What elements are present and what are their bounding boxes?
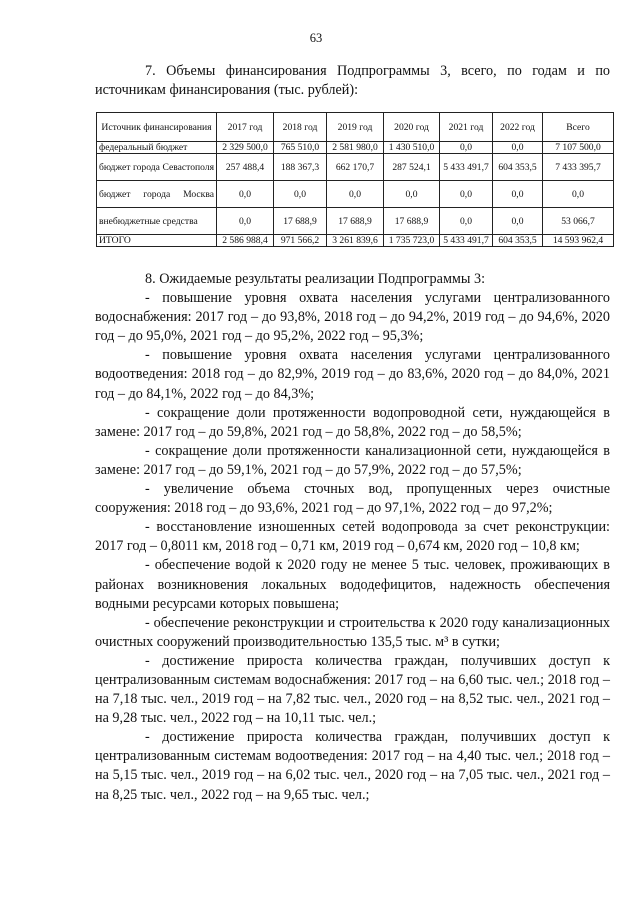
table-cell: 188 367,3 — [274, 154, 327, 181]
table-cell-source: бюджет города Москва — [97, 181, 217, 208]
table-cell: 971 566,2 — [274, 235, 327, 247]
section-7 — [95, 62, 610, 100]
table-row — [97, 208, 614, 235]
result-item: - повышение уровня охвата населения услугами централизованного водоотведения: 2018 год – до 82,9%, 2019 год – до 83,6%, 2020 год – до 84,0%, 2021 год – до 84,1%, 2022 год – до 84,3%; — [95, 347, 610, 402]
table-cell-source: внебюджетные средства — [97, 208, 217, 235]
table-cell: 287 524,1 — [384, 154, 440, 181]
section-7-text: 7. Объемы финансирования Подпрограммы 3, всего, по годам и по источникам финансирования (тыс. рублей): — [95, 63, 610, 98]
table-row — [97, 181, 614, 208]
section-8-heading: 8. Ожидаемые результаты реализации Подпрограммы 3: — [145, 271, 486, 287]
result-item: - обеспечение водой к 2020 году не менее 5 тыс. человек, проживающих в районах возникновения локальных вододефицитов, надежность обеспечения водными ресурсами которых повышена; — [95, 557, 610, 612]
table-cell: 0,0 — [217, 181, 274, 208]
table-header-cell: 2021 год — [440, 113, 493, 142]
table-cell: 53 066,7 — [543, 208, 614, 235]
table-header-cell: Источник финансирования — [97, 113, 217, 142]
table-cell: 2 581 980,0 — [327, 142, 384, 154]
table-cell: 765 510,0 — [274, 142, 327, 154]
financing-table — [96, 112, 614, 247]
table-cell: 604 353,5 — [493, 154, 543, 181]
table-header-row — [97, 113, 614, 142]
table-header-cell: 2019 год — [327, 113, 384, 142]
table-cell: 3 261 839,6 — [327, 235, 384, 247]
table-cell: 2 329 500,0 — [217, 142, 274, 154]
result-item: - обеспечение реконструкции и строительства к 2020 году канализационных очистных сооружений производительностью 135,5 тыс. м³ в сутки; — [95, 614, 610, 650]
table-cell: 0,0 — [274, 181, 327, 208]
table-cell: 0,0 — [440, 208, 493, 235]
section-8 — [95, 270, 610, 805]
table-cell: 1 735 723,0 — [384, 235, 440, 247]
table-header-cell: 2020 год — [384, 113, 440, 142]
table-cell: 0,0 — [493, 181, 543, 208]
table-row — [97, 142, 614, 154]
table-cell: 0,0 — [493, 208, 543, 235]
table-cell: 0,0 — [493, 142, 543, 154]
table-header-cell: 2018 год — [274, 113, 327, 142]
table-cell-source: бюджет города Севастополя — [97, 154, 217, 181]
table-cell: 0,0 — [440, 142, 493, 154]
table-row — [97, 154, 614, 181]
table-cell-source: ИТОГО — [97, 235, 217, 247]
table-header-cell: 2017 год — [217, 113, 274, 142]
table-cell: 604 353,5 — [493, 235, 543, 247]
table-cell: 14 593 962,4 — [543, 235, 614, 247]
table-cell: 17 688,9 — [274, 208, 327, 235]
result-item: - увеличение объема сточных вод, пропущенных через очистные сооружения: 2018 год – до 93,6%, 2021 год – до 97,1%, 2022 год – до 97,2%; — [95, 481, 610, 517]
table-cell: 7 433 395,7 — [543, 154, 614, 181]
table-header-cell: Всего — [543, 113, 614, 142]
table-cell: 0,0 — [543, 181, 614, 208]
table-cell: 2 586 988,4 — [217, 235, 274, 247]
table-cell: 5 433 491,7 — [440, 154, 493, 181]
table-cell: 0,0 — [327, 181, 384, 208]
result-item: - достижение прироста количества граждан, получивших доступ к централизованным системам водоснабжения: 2017 год – на 6,60 тыс. чел.; 2018 год – на 7,18 тыс. чел., 2019 год – на 7,82 тыс. чел., 2020 год – на 8,52 тыс. чел., 2021 год – на 9,28 тыс. чел., 2022 год – на 10,11 тыс. чел.; — [95, 652, 610, 727]
result-item: - восстановление изношенных сетей водопровода за счет реконструкции: 2017 год – 0,8011 км, 2018 год – 0,71 км, 2019 год – 0,674 км, 2020 год – 10,8 км; — [95, 519, 610, 555]
table-cell: 17 688,9 — [384, 208, 440, 235]
result-item: - достижение прироста количества граждан, получивших доступ к централизованным системам водоотведения: 2017 год – на 4,40 тыс. чел.; 2018 год – на 5,15 тыс. чел., 2019 год – на 6,02 тыс. чел., 2020 год – на 7,05 тыс. чел., 2021 год – на 8,25 тыс. чел., 2022 год – на 9,65 тыс. чел.; — [95, 729, 610, 803]
table-cell: 0,0 — [440, 181, 493, 208]
result-item: - повышение уровня охвата населения услугами централизованного водоснабжения: 2017 год – до 93,8%, 2018 год – до 94,2%, 2019 год – до 94,6%, 2020 год – до 95,0%, 2021 год – до 95,2%, 2022 год – 95,3%; — [95, 290, 610, 345]
result-item: - сокращение доли протяженности водопроводной сети, нуждающейся в замене: 2017 год – до 59,8%, 2021 год – до 58,8%, 2022 год – до 58,5%; — [95, 404, 610, 440]
table-cell: 257 488,4 — [217, 154, 274, 181]
page-number: 63 — [309, 31, 323, 45]
table-header-cell: 2022 год — [493, 113, 543, 142]
table-cell: 7 107 500,0 — [543, 142, 614, 154]
table-cell-source: федеральный бюджет — [97, 142, 217, 154]
table-cell: 17 688,9 — [327, 208, 384, 235]
table-row-total — [97, 235, 614, 247]
table-cell: 0,0 — [217, 208, 274, 235]
table-cell: 5 433 491,7 — [440, 235, 493, 247]
result-item: - сокращение доли протяженности канализационной сети, нуждающейся в замене: 2017 год – до 59,1%, 2021 год – до 57,9%, 2022 год – до 57,5%; — [95, 442, 610, 478]
table-cell: 662 170,7 — [327, 154, 384, 181]
table-cell: 1 430 510,0 — [384, 142, 440, 154]
table-cell: 0,0 — [384, 181, 440, 208]
